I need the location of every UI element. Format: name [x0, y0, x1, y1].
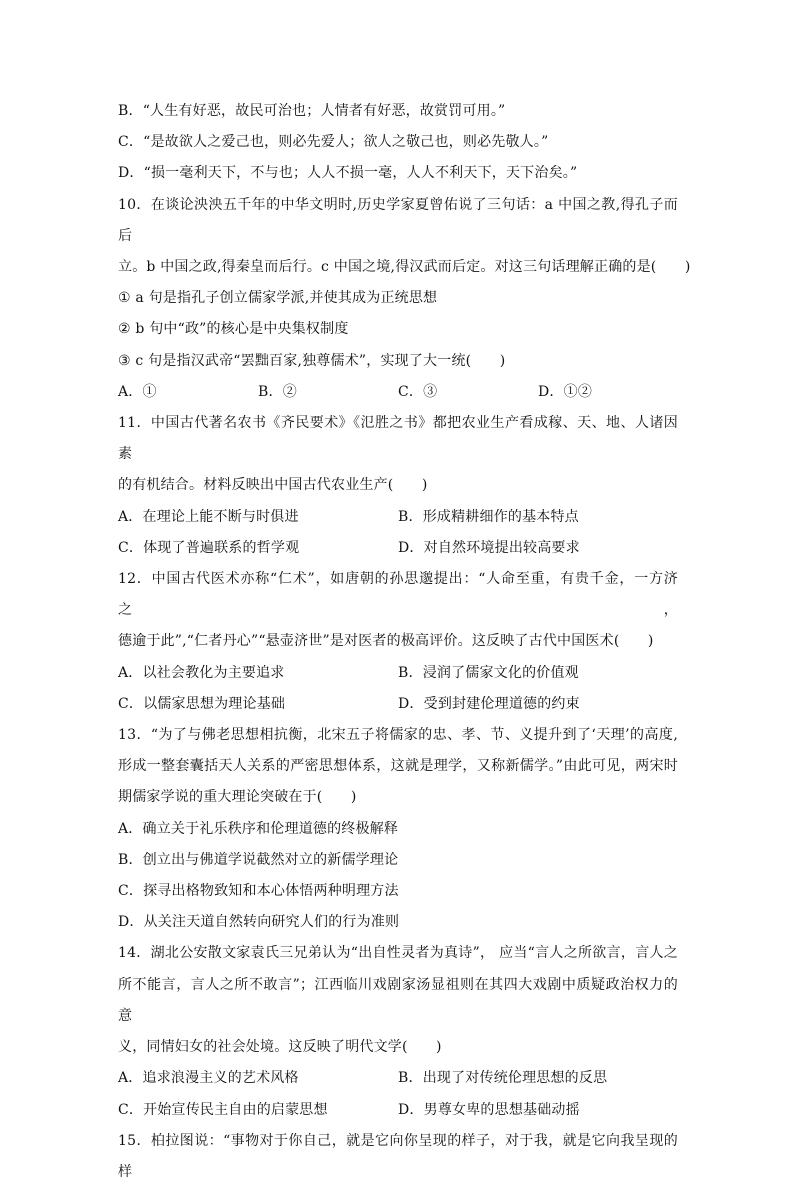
q11-options-row1: [118, 502, 678, 533]
q12-option-a: A．以社会教化为主要追求: [118, 664, 285, 681]
q10-item-1: ① a 句是指孔子创立儒家学派,并使其成为正统思想: [118, 290, 438, 307]
exam-page: [118, 96, 691, 1188]
q10-item-2: ② b 句中“政”的核心是中央集权制度: [118, 321, 349, 338]
q11-option-a: A．在理论上能不断与时俱进: [118, 508, 299, 525]
q12-options-row2: [118, 689, 678, 720]
q11-options-row2: [118, 533, 678, 564]
q14-option-b: B．出现了对传统伦理思想的反思: [398, 1070, 608, 1087]
q10-option-b: B．②: [258, 383, 297, 400]
q10-option-d: D．①②: [538, 383, 593, 400]
q14-options-row2: [118, 1095, 678, 1126]
q13-option-c: C．探寻出格物致知和本心体悟两种明理方法: [118, 883, 399, 900]
q12-option-b: B．浸润了儒家文化的价值观: [398, 664, 579, 681]
q12-option-d: D．受到封建伦理道德的约束: [398, 695, 580, 712]
q10-stem-line2: 立。b 中国之政,得秦皇而后行。c 中国之境,得汉武而后定。对这三句话理解正确的是( ): [118, 259, 691, 276]
q13-stem-line2: 形成一整套囊括天人关系的严密思想体系，这就是理学，又称新儒学。”由此可见，两宋时: [118, 758, 678, 775]
q15-stem-line1: 15．柏拉图说：“事物对于你自己，就是它向你呈现的样子，对于我，就是它向我呈现的样: [118, 1132, 678, 1180]
q10-option-a: A．①: [118, 383, 157, 400]
q10-options: [118, 377, 678, 408]
q11-stem-line1: 11．中国古代著名农书《齐民要术》《氾胜之书》都把农业生产看成稼、天、地、人诸因素: [118, 415, 678, 463]
q9-option-c: C．“是故欲人之爱己也，则必先爱人；欲人之敬己也，则必先敬人。”: [118, 134, 549, 151]
q14-stem-line3: 义，同情妇女的社会处境。这反映了明代文学( ): [118, 1039, 442, 1056]
q14-option-d: D．男尊女卑的思想基础动摇: [398, 1101, 580, 1118]
q11-option-c: C．体现了普遍联系的哲学观: [118, 539, 300, 556]
q14-option-c: C．开始宣传民主自由的启蒙思想: [118, 1101, 328, 1118]
q12-option-c: C．以儒家思想为理论基础: [118, 695, 286, 712]
q12-options-row1: [118, 658, 678, 689]
q9-option-d: D．“损一毫利天下，不与也；人人不损一毫，人人不利天下，天下治矣。”: [118, 165, 578, 182]
q11-stem-line2: 的有机结合。材料反映出中国古代农业生产( ): [118, 477, 428, 494]
q14-stem-line2: 所不能言，言人之所不敢言”；江西临川戏剧家汤显祖则在其四大戏剧中质疑政治权力的意: [118, 976, 678, 1024]
q14-stem-line1: 14．湖北公安散文家袁氏三兄弟认为“出自性灵者为真诗”， 应当“言人之所欲言，言人之: [118, 945, 678, 962]
q11-option-d: D．对自然环境提出较高要求: [398, 539, 580, 556]
q10-stem-line1: 10．在谈论泱泱五千年的中华文明时,历史学家夏曾佑说了三句话：a 中国之教,得孔子而后: [118, 196, 678, 244]
q11-option-b: B．形成精耕细作的基本特点: [398, 508, 579, 525]
q9-option-b: B．“人生有好恶，故民可治也；人情者有好恶，故赏罚可用。”: [118, 103, 506, 119]
q13-stem-line1: 13．“为了与佛老思想相抗衡，北宋五子将儒家的忠、孝、节、义提升到了‘天理’的高度,: [118, 727, 678, 744]
q13-option-d: D．从关注天道自然转向研究人们的行为准则: [118, 914, 400, 931]
q10-item-3: ③ c 句是指汉武帝“罢黜百家,独尊儒术”，实现了大一统( ): [118, 352, 506, 369]
q14-option-a: A．追求浪漫主义的艺术风格: [118, 1070, 299, 1087]
q13-option-a: A．确立关于礼乐秩序和伦理道德的终极解释: [118, 820, 399, 837]
q14-options-row1: [118, 1063, 678, 1094]
q10-option-c: C．③: [398, 383, 438, 400]
q13-stem-line3: 期儒家学说的重大理论突破在于( ): [118, 789, 357, 806]
q13-option-b: B．创立出与佛道学说截然对立的新儒学理论: [118, 851, 399, 868]
q12-stem-line1: 12．中国古代医术亦称“仁术”，如唐朝的孙思邈提出：“人命至重，有贵千金，一方济之，: [118, 571, 678, 619]
q12-stem-line2: 德逾于此”,“仁者丹心”“悬壶济世”是对医者的极高评价。这反映了古代中国医术( ): [118, 633, 654, 650]
